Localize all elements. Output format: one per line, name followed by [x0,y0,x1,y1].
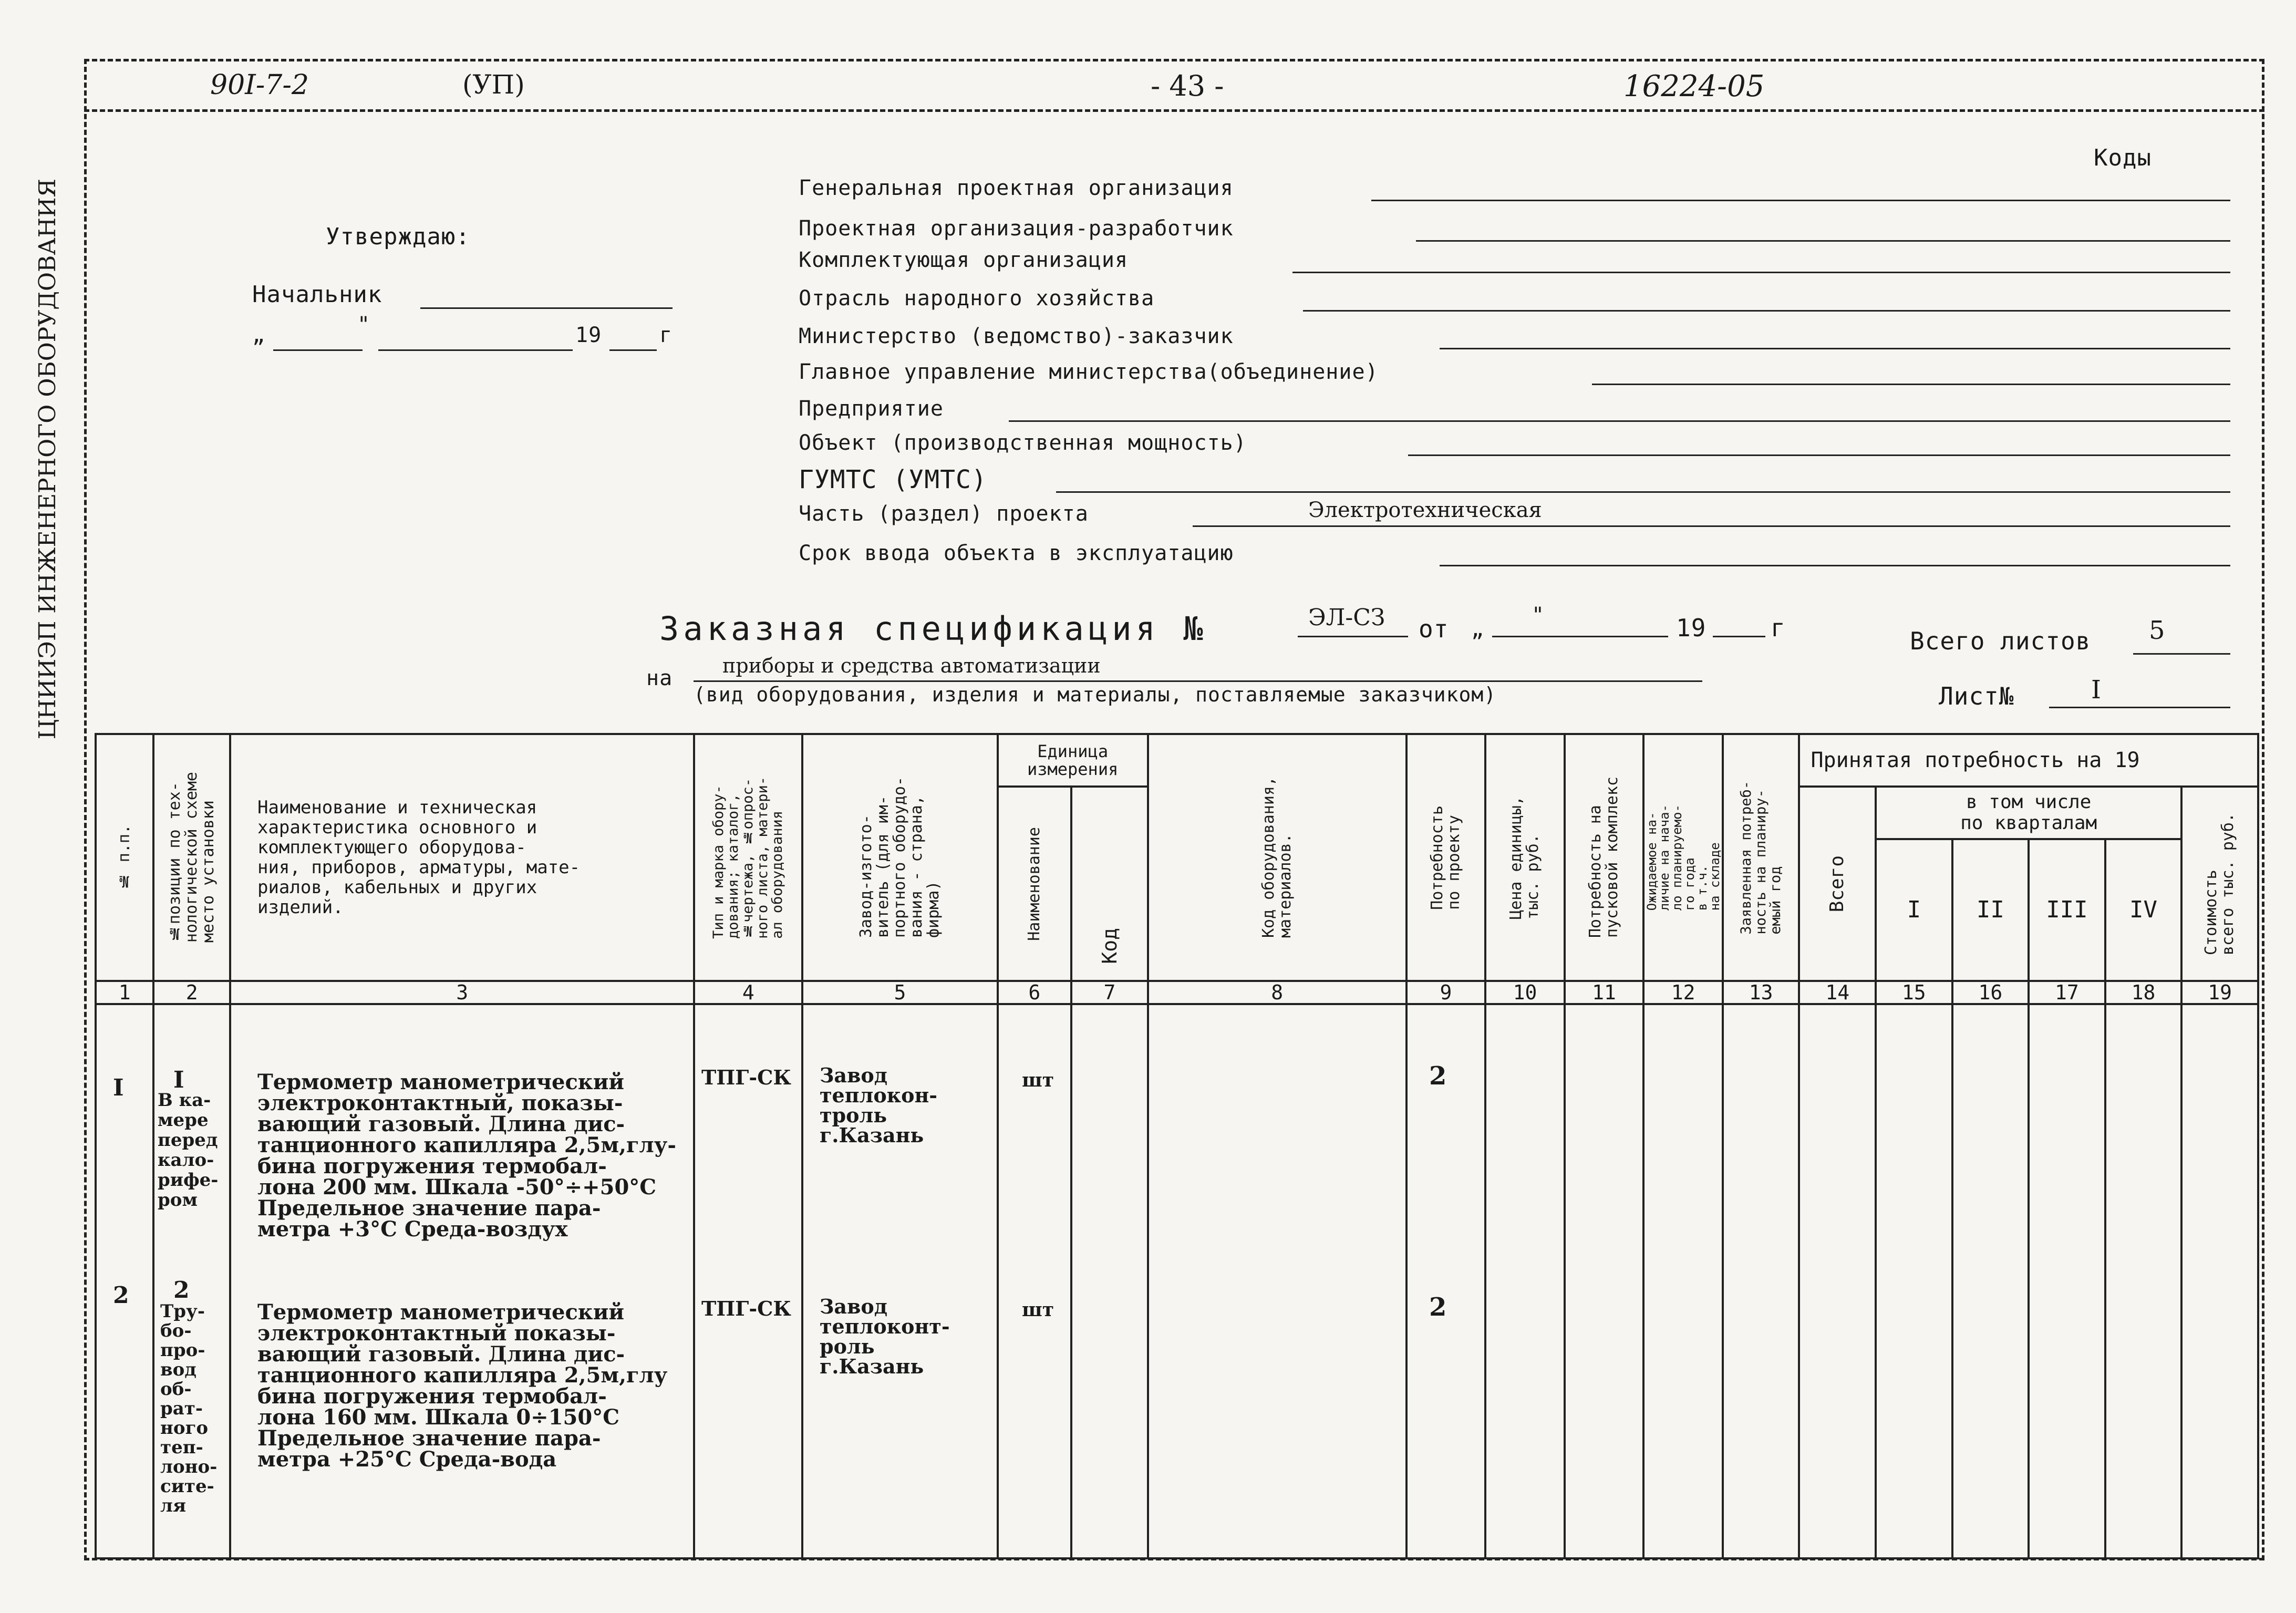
total-sheets-label: Всего листов [1910,627,2091,655]
header-number: № п.п. [96,734,153,981]
field-ministry: Министерство (ведомство)-заказчик [799,324,1234,348]
header-unit-name: Наименование [998,787,1072,981]
row-1-type: ТПГ-СК [701,1066,791,1089]
header-q3: III [2029,839,2105,981]
approval-month-line [378,349,573,351]
spec-na-label: на [646,666,673,690]
spec-year: 19 [1676,614,1707,642]
row-1-position: I [173,1067,184,1093]
approval-year-line [609,349,657,351]
column-number: 7 [1071,981,1148,1004]
field-gumts: ГУМТС (УМТС) [799,465,987,494]
column-number: 8 [1148,981,1406,1004]
column-number-row [96,981,2258,1004]
row-1-name: Термометр манометрический электроконтактный, показы- вающий газовый. Длина дис- танционного капилляра 2,5м,глу- бина погружения термобал- лона 200 мм. Шкала -50°÷+50°С Предельное значение пара- метра +3°С Среда-воздух [257,1070,676,1242]
field-industry: Отрасль народного хозяйства [799,286,1155,311]
field-object: Объект (производственная мощность) [799,431,1247,455]
column-number: 14 [1799,981,1876,1004]
spec-subject-line [694,680,1702,682]
row-2-number: 2 [113,1282,129,1309]
spec-year-suffix: г [1771,614,1786,642]
header-position: №позиции по тех- нологической схеме место установки [153,734,230,981]
column-number: 18 [2105,981,2182,1004]
header-declared-need: Заявленная потреб- ность на планиру- емый год [1723,734,1799,981]
spec-number-line [1298,636,1408,637]
approval-year: 19 [575,323,602,347]
row-1-location: В ка- мере перед кало- рифе- ром [158,1090,219,1211]
header-need: Потребность по проекту [1406,734,1486,981]
spec-subject-caption: (вид оборудования, изделия и материалы, поставляемые заказчиком) [694,683,1497,706]
codes-label: Коды [2094,144,2152,171]
row-2-name: Термометр манометрический электроконтактный показы- вающий газовый. Длина дис- танционного капилляра 2,5м,глу бина погружения термобал- лона 160 мм. Шкала 0÷150°С Предельное значение пара- метра +25°С Среда-вода [257,1300,668,1472]
column-number: 1 [96,981,153,1004]
column-number: 6 [998,981,1072,1004]
total-sheets-value: 5 [2149,616,2165,645]
column-number: 17 [2029,981,2105,1004]
spec-from: от [1419,615,1449,643]
approval-title: Утверждаю: [326,223,470,250]
header-unit-code: Код [1071,787,1148,981]
row-2-need: 2 [1429,1293,1447,1322]
field-general-org: Генеральная проектная организация [799,176,1234,200]
spec-date-quote: " [1532,603,1545,627]
row-1-maker: Завод теплокон- троль г.Казань [820,1063,938,1147]
header-accepted-group: Принятая потребность на 19 [1799,734,2258,787]
album-label: (УП) [462,69,525,100]
column-number: 12 [1643,981,1723,1004]
header-name: Наименование и техническая характеристика основного и комплектующего оборудова- ния, приборов, арматуры, мате- риалов, кабельных и других изделий. [230,734,694,981]
row-2-location: Тру- бо- про- вод об- рат- ного теп- лоно- сите- ля [160,1301,218,1516]
chief-label: Начальник [252,281,382,308]
header-equipment-code: Код оборудования, материалов. [1148,734,1406,981]
project-code: 90I-7-2 [210,69,309,101]
row-2-type: ТПГ-СК [701,1297,791,1320]
header-price: Цена единицы, тыс. руб. [1485,734,1565,981]
column-number: 2 [153,981,230,1004]
spec-date-line [1492,636,1668,637]
header-maker: Завод-изгото- витель (для им- портного оборудо- вания - страна, фирма) [802,734,997,981]
header-cost: Стоимость всего тыс. руб. [2181,787,2258,981]
chief-signature-line [420,307,673,309]
header-expected-stock: Ожидаемое на- личие на нача- ло планируемо- го года в т.ч. на складе [1643,734,1723,981]
spec-subject: приборы и средства автоматизации [722,654,1101,677]
field-commissioning: Срок ввода объекта в эксплуатацию [799,541,1234,565]
header-type: Тип и марка обору- дования; каталог, №чертежа, №опрос- ного листа, матери- ал оборудования [694,734,802,981]
column-number: 10 [1485,981,1565,1004]
header-unit-group: Единица измерения [998,734,1148,787]
approval-date-prefix: „ [252,323,266,347]
field-project-part: Часть (раздел) проекта [799,502,1089,526]
field-developer-org: Проектная организация-разработчик [799,216,1234,241]
column-number: 11 [1565,981,1644,1004]
row-2-unit: шт [1022,1299,1054,1321]
column-number: 5 [802,981,997,1004]
field-main-directorate: Главное управление министерства(объединение) [799,360,1379,384]
header-startup-need: Потребность на пусковой комплекс [1565,734,1644,981]
sheet-value: I [2091,675,2101,705]
header-quarters-group: в том числе по кварталам [1876,787,2181,839]
header-q4: IV [2105,839,2182,981]
side-organization-label: ЦНИИЭП ИНЖЕНЕРНОГО ОБОРУДОВАНИЯ [34,179,61,740]
column-number: 16 [1952,981,2029,1004]
project-part-value: Электротехническая [1308,498,1542,522]
column-number: 9 [1406,981,1486,1004]
column-number: 4 [694,981,802,1004]
field-enterprise: Предприятие [799,397,944,421]
page-number: - 43 - [1151,69,1224,102]
top-separator [84,109,2264,112]
header-total: Всего [1799,787,1876,981]
column-number: 3 [230,981,694,1004]
row-2-position: 2 [173,1277,190,1304]
row-1-number: I [113,1074,124,1101]
column-number: 15 [1876,981,1952,1004]
column-number: 19 [2181,981,2258,1004]
sheet-label: Лист№ [1939,682,2014,710]
field-complete-org: Комплектующая организация [799,248,1129,272]
header-q2: II [1952,839,2029,981]
header-q1: I [1876,839,1952,981]
approval-date-quote: " [357,313,371,337]
column-number: 13 [1723,981,1799,1004]
row-1-unit: шт [1022,1069,1054,1091]
approval-day-line [273,349,363,351]
document-number: 16224-05 [1623,69,1765,104]
approval-year-suffix: г [659,323,673,347]
row-2-maker: Завод теплоконт- роль г.Казань [820,1295,950,1378]
spec-title: Заказная спецификация № [659,609,1207,648]
spec-year-line [1713,636,1765,637]
row-1-need: 2 [1429,1061,1447,1091]
spec-date-prefix: „ [1471,617,1485,642]
spec-number: ЭЛ-СЗ [1308,604,1385,631]
